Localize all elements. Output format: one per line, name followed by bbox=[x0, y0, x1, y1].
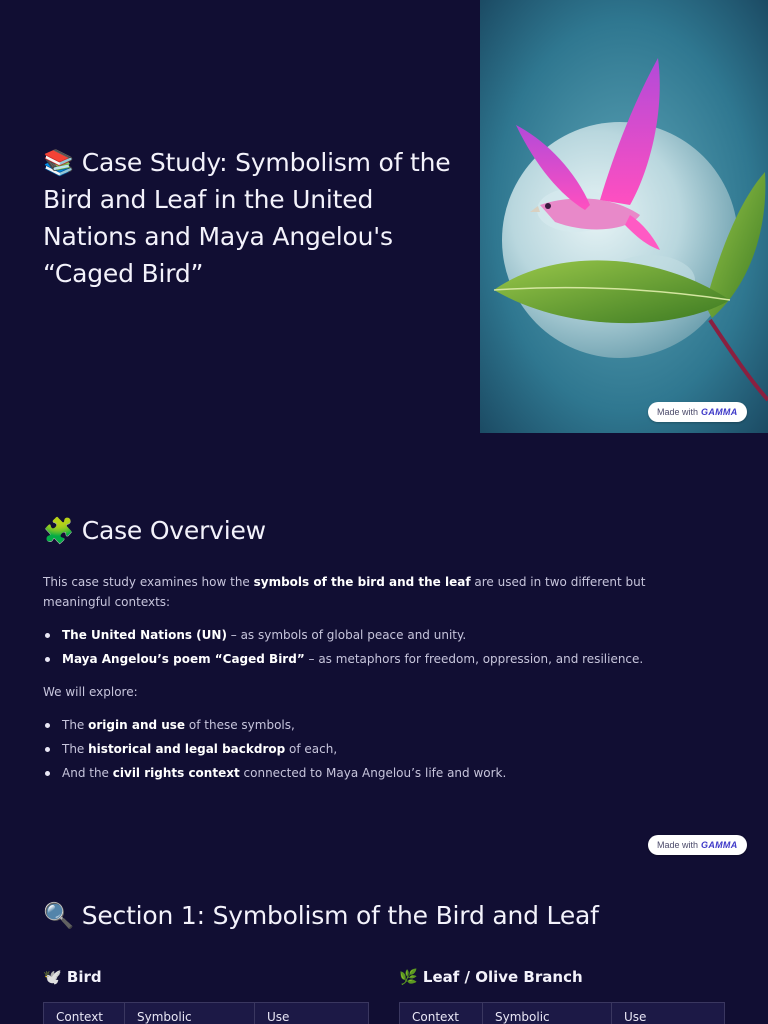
badge-label: Made with bbox=[657, 407, 699, 417]
leaf-table bbox=[399, 1002, 725, 1024]
list-item-text: connected to Maya Angelou’s life and work. bbox=[239, 766, 507, 780]
overview-heading bbox=[43, 515, 266, 547]
explore-label: We will explore: bbox=[43, 685, 138, 699]
list-item bbox=[43, 739, 703, 759]
dove-icon: 🕊️ bbox=[43, 968, 62, 986]
intro-text: This case study examines how the bbox=[43, 575, 254, 589]
list-item bbox=[43, 715, 703, 735]
list-item bbox=[43, 625, 703, 645]
bird-table bbox=[43, 1002, 369, 1024]
list-item bbox=[43, 649, 703, 669]
list-item-text: – as metaphors for freedom, oppression, and resilience. bbox=[304, 652, 644, 666]
made-with-gamma-badge[interactable] bbox=[648, 835, 747, 855]
overview-heading-text: Case Overview bbox=[81, 516, 266, 545]
list-item-text: The bbox=[62, 742, 89, 756]
list-item-text: of each, bbox=[285, 742, 338, 756]
badge-label: Made with bbox=[657, 840, 699, 850]
table-header: Use bbox=[255, 1003, 369, 1024]
bird-subheading bbox=[43, 966, 102, 988]
leaf-subheading bbox=[399, 966, 583, 988]
list-item-text: – as symbols of global peace and unity. bbox=[226, 628, 467, 642]
contexts-list bbox=[43, 625, 703, 673]
list-item-bold: civil rights context bbox=[112, 766, 240, 780]
gamma-logo: GAMMA bbox=[701, 407, 738, 417]
overview-intro bbox=[43, 572, 703, 612]
section1-heading-text: Section 1: Symbolism of the Bird and Leaf bbox=[81, 901, 599, 930]
bird-and-leaf-illustration bbox=[480, 0, 768, 433]
magnifier-icon: 🔍 bbox=[43, 901, 74, 930]
list-item-text: The bbox=[62, 718, 89, 732]
made-with-gamma-badge[interactable] bbox=[648, 402, 747, 422]
table-header: Symbolic bbox=[125, 1003, 255, 1024]
list-item-bold: origin and use bbox=[88, 718, 186, 732]
list-item-text: of these symbols, bbox=[185, 718, 295, 732]
table-header: Context bbox=[44, 1003, 125, 1024]
table-header-row bbox=[400, 1003, 725, 1024]
list-item bbox=[43, 763, 703, 783]
herb-icon: 🌿 bbox=[399, 968, 418, 986]
bird-subheading-text: Bird bbox=[66, 968, 102, 986]
list-item-bold: Maya Angelou’s poem “Caged Bird” bbox=[62, 652, 305, 666]
intro-text-end: are used in two different but meaningful contexts: bbox=[43, 575, 646, 609]
list-item-text: And the bbox=[62, 766, 113, 780]
list-item-bold: The United Nations (UN) bbox=[62, 628, 227, 642]
table-header: Context bbox=[400, 1003, 483, 1024]
hero-image bbox=[480, 0, 768, 433]
gamma-logo: GAMMA bbox=[701, 840, 738, 850]
puzzle-icon: 🧩 bbox=[43, 516, 74, 545]
table-header: Use bbox=[612, 1003, 725, 1024]
page-title bbox=[43, 144, 463, 292]
page-title-text: Case Study: Symbolism of the Bird and Leaf in the United Nations and Maya Angelou's “Caged Bird” bbox=[43, 148, 451, 288]
intro-bold: symbols of the bird and the leaf bbox=[253, 575, 471, 589]
section1-heading bbox=[43, 900, 599, 932]
table-header-row bbox=[44, 1003, 369, 1024]
explore-list bbox=[43, 715, 703, 787]
leaf-subheading-text: Leaf / Olive Branch bbox=[422, 968, 583, 986]
list-item-bold: historical and legal backdrop bbox=[88, 742, 286, 756]
books-icon: 📚 bbox=[43, 148, 74, 177]
table-header: Symbolic bbox=[483, 1003, 612, 1024]
